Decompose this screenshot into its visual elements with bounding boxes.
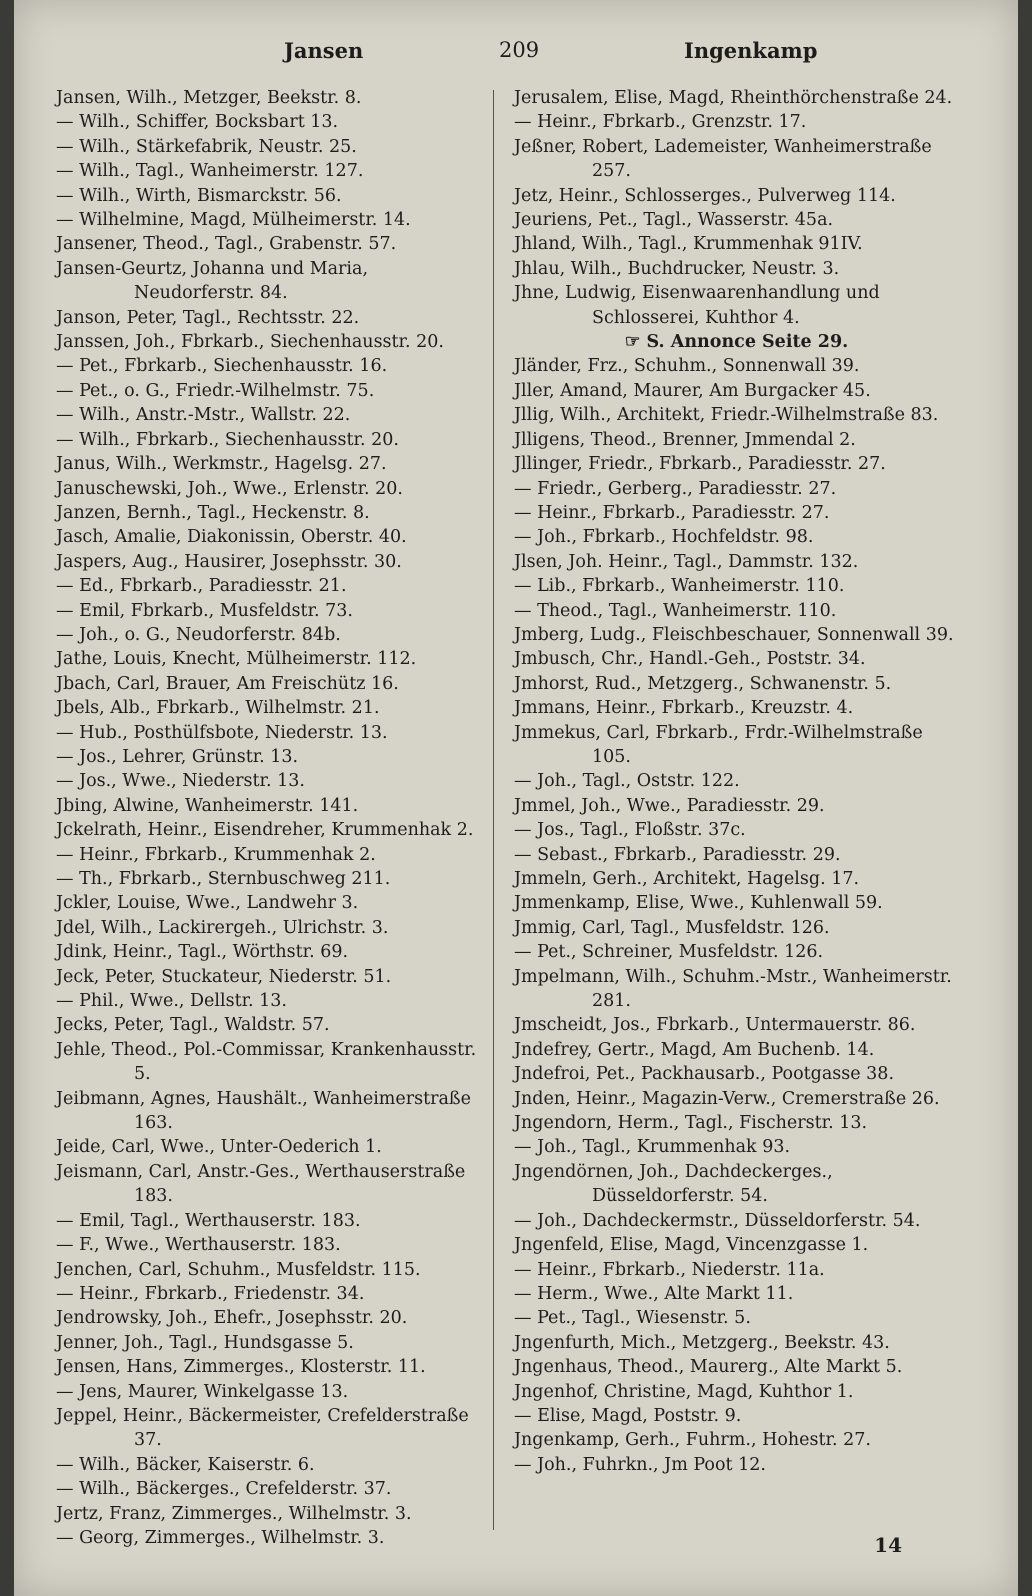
directory-entry: — Heinr., Fbrkarb., Friedenstr. 34. <box>56 1283 365 1304</box>
directory-entry: — Joh., o. G., Neudorferstr. 84b. <box>56 624 341 645</box>
directory-entry: — Jos., Wwe., Niederstr. 13. <box>56 771 305 792</box>
directory-entry: — Sebast., Fbrkarb., Paradiesstr. 29. <box>514 844 841 865</box>
directory-entry: Jngendörnen, Joh., Dachdeckerges., Düsseldorferstr. 54. <box>514 1161 833 1207</box>
directory-entry: — Jos., Lehrer, Grünstr. 13. <box>56 746 299 767</box>
directory-entry: Jhlau, Wilh., Buchdrucker, Neustr. 3. <box>514 258 840 279</box>
directory-entry: — Pet., Fbrkarb., Siechenhausstr. 16. <box>56 356 388 377</box>
directory-entry: Jertz, Franz, Zimmerges., Wilhelmstr. 3. <box>56 1503 412 1524</box>
directory-entry: — Wilh., Tagl., Wanheimerstr. 127. <box>56 161 364 182</box>
directory-entry: ☞ S. Annonce Seite 29. <box>624 332 849 353</box>
directory-entry: Jansener, Theod., Tagl., Grabenstr. 57. <box>56 234 397 255</box>
directory-entry: Jmbusch, Chr., Handl.-Geh., Poststr. 34. <box>514 649 866 670</box>
directory-entry: — Wilh., Fbrkarb., Siechenhausstr. 20. <box>56 429 399 450</box>
directory-entry: Jmhorst, Rud., Metzgerg., Schwanenstr. 5. <box>514 673 892 694</box>
directory-entry: — Phil., Wwe., Dellstr. 13. <box>56 991 287 1012</box>
header-left-keyword: Jansen <box>284 38 364 63</box>
directory-entry: Jeßner, Robert, Lademeister, Wanheimerstraße 257. <box>514 136 932 182</box>
directory-entry: — Heinr., Fbrkarb., Paradiesstr. 27. <box>514 502 830 523</box>
directory-entry: — Ed., Fbrkarb., Paradiesstr. 21. <box>56 576 347 597</box>
directory-entry: Jansen, Wilh., Metzger, Beekstr. 8. <box>56 88 362 108</box>
directory-entry: Jckelrath, Heinr., Eisendreher, Krummenhak 2. <box>56 820 474 841</box>
directory-entry: Jmpelmann, Wilh., Schuhm.-Mstr., Wanheimerstr. 281. <box>514 966 952 1012</box>
directory-page <box>14 0 1018 1596</box>
directory-entry: — Joh., Tagl., Oststr. 122. <box>514 771 740 792</box>
directory-entry: — Wilh., Bäckerges., Crefelderstr. 37. <box>56 1479 392 1500</box>
directory-entry: Jngenfurth, Mich., Metzgerg., Beekstr. 43. <box>514 1332 890 1353</box>
directory-entry: Jansen-Geurtz, Johanna und Maria, Neudorferstr. 84. <box>56 258 369 304</box>
directory-entry: Janssen, Joh., Fbrkarb., Siechenhausstr. 20. <box>56 332 444 353</box>
directory-entry: Jeibmann, Agnes, Haushält., Wanheimerstraße 163. <box>56 1088 471 1134</box>
directory-entry: — Joh., Fuhrkn., Jm Poot 12. <box>514 1454 766 1475</box>
directory-entry: Janus, Wilh., Werkmstr., Hagelsg. 27. <box>56 454 387 475</box>
directory-entry: — Joh., Dachdeckermstr., Düsseldorferstr. 54. <box>514 1210 921 1231</box>
directory-entry: Jndefroi, Pet., Packhausarb., Pootgasse 38. <box>514 1064 895 1085</box>
directory-entry: — Heinr., Fbrkarb., Grenzstr. 17. <box>514 112 807 133</box>
directory-entry: — Herm., Wwe., Alte Markt 11. <box>514 1283 794 1304</box>
directory-entry: Jngenhof, Christine, Magd, Kuhthor 1. <box>514 1381 854 1402</box>
directory-entry: Jbing, Alwine, Wanheimerstr. 141. <box>56 795 359 816</box>
directory-entry: Jndefrey, Gertr., Magd, Am Buchenb. 14. <box>514 1039 875 1060</box>
left-column <box>56 86 486 1550</box>
directory-entry: Jllinger, Friedr., Fbrkarb., Paradiesstr. 27. <box>514 454 886 475</box>
directory-entry: — Elise, Magd, Poststr. 9. <box>514 1405 742 1426</box>
directory-entry: Jckler, Louise, Wwe., Landwehr 3. <box>56 893 359 914</box>
page-header <box>54 38 978 72</box>
directory-entry: Jhne, Ludwig, Eisenwaarenhandlung und Schlosserei, Kuhthor 4. <box>514 283 880 328</box>
directory-entry: Jerusalem, Elise, Magd, Rheinthörchenstraße 24. <box>514 88 953 108</box>
directory-entry: Jeuriens, Pet., Tagl., Wasserstr. 45a. <box>514 210 834 231</box>
directory-entry: Jetz, Heinr., Schlosserges., Pulverweg 114. <box>514 185 896 206</box>
directory-entry: — Friedr., Gerberg., Paradiesstr. 27. <box>514 478 837 499</box>
directory-entry: Jmmekus, Carl, Fbrkarb., Frdr.-Wilhelmstraße 105. <box>514 722 923 767</box>
directory-entry: Jngenkamp, Gerh., Fuhrm., Hohestr. 27. <box>514 1430 871 1451</box>
directory-entry: — Theod., Tagl., Wanheimerstr. 110. <box>514 600 837 621</box>
directory-entry: — Wilhelmine, Magd, Mülheimerstr. 14. <box>56 210 411 231</box>
directory-entry: Jecks, Peter, Tagl., Waldstr. 57. <box>56 1015 330 1036</box>
directory-entry: — Joh., Tagl., Krummenhak 93. <box>514 1137 791 1158</box>
directory-entry: Jdel, Wilh., Lackirergeh., Ulrichstr. 3. <box>56 917 389 938</box>
directory-entry: Jeide, Carl, Wwe., Unter-Oederich 1. <box>56 1137 382 1158</box>
directory-entry: Jmmans, Heinr., Fbrkarb., Kreuzstr. 4. <box>514 698 854 719</box>
directory-entry: — Pet., Tagl., Wiesenstr. 5. <box>514 1308 751 1329</box>
directory-entry: Jlsen, Joh. Heinr., Tagl., Dammstr. 132. <box>514 551 859 572</box>
directory-entry: Jhland, Wilh., Tagl., Krummenhak 91IV. <box>514 234 863 255</box>
directory-entry: Jeck, Peter, Stuckateur, Niederstr. 51. <box>56 966 392 987</box>
directory-entry: Jeppel, Heinr., Bäckermeister, Crefelderstraße 37. <box>56 1405 469 1451</box>
directory-entry: Jathe, Louis, Knecht, Mülheimerstr. 112. <box>56 649 417 670</box>
directory-entry: — Lib., Fbrkarb., Wanheimerstr. 110. <box>514 576 845 597</box>
directory-entry: Jenchen, Carl, Schuhm., Musfeldstr. 115. <box>56 1259 421 1280</box>
directory-entry: Jbach, Carl, Brauer, Am Freischütz 16. <box>56 673 399 694</box>
directory-entry: Jeismann, Carl, Anstr.-Ges., Werthauserstraße 183. <box>56 1161 466 1207</box>
directory-entry: Jaspers, Aug., Hausirer, Josephsstr. 30. <box>56 551 402 572</box>
header-right-keyword: Ingenkamp <box>684 38 818 63</box>
directory-entry: — F., Wwe., Werthauserstr. 183. <box>56 1235 341 1256</box>
directory-entry: Jendrowsky, Joh., Ehefr., Josephsstr. 20. <box>56 1308 408 1329</box>
directory-entry: Jmmel, Joh., Wwe., Paradiesstr. 29. <box>514 795 825 816</box>
directory-entry: Janzen, Bernh., Tagl., Heckenstr. 8. <box>56 502 370 523</box>
directory-entry: — Joh., Fbrkarb., Hochfeldstr. 98. <box>514 527 814 548</box>
directory-entry: — Wilh., Wirth, Bismarckstr. 56. <box>56 185 342 206</box>
directory-entry: — Jos., Tagl., Floßstr. 37c. <box>514 820 746 841</box>
directory-entry: Jnden, Heinr., Magazin-Verw., Cremerstraße 26. <box>514 1088 940 1109</box>
directory-entry: Jngenfeld, Elise, Magd, Vincenzgasse 1. <box>514 1235 869 1256</box>
directory-entry: Jenner, Joh., Tagl., Hundsgasse 5. <box>56 1332 354 1353</box>
directory-entry: — Emil, Fbrkarb., Musfeldstr. 73. <box>56 600 353 621</box>
directory-entry: Jmmig, Carl, Tagl., Musfeldstr. 126. <box>514 917 830 938</box>
directory-entry: — Heinr., Fbrkarb., Krummenhak 2. <box>56 844 376 865</box>
directory-entry: Jensen, Hans, Zimmerges., Klosterstr. 11. <box>56 1357 426 1378</box>
directory-entry: Jländer, Frz., Schuhm., Sonnenwall 39. <box>514 356 860 377</box>
directory-entry: Jllig, Wilh., Architekt, Friedr.-Wilhelmstraße 83. <box>514 405 939 426</box>
column-divider <box>493 90 494 1530</box>
signature-mark: 14 <box>874 1533 902 1557</box>
directory-entry: Jngendorn, Herm., Tagl., Fischerstr. 13. <box>514 1113 868 1134</box>
directory-entry: — Wilh., Bäcker, Kaiserstr. 6. <box>56 1454 315 1475</box>
directory-entry: — Th., Fbrkarb., Sternbuschweg 211. <box>56 869 391 889</box>
directory-entry: Jmmeln, Gerh., Architekt, Hagelsg. 17. <box>514 869 860 889</box>
directory-entry: — Pet., Schreiner, Musfeldstr. 126. <box>514 942 824 963</box>
directory-entry: — Emil, Tagl., Werthauserstr. 183. <box>56 1210 361 1231</box>
directory-entry: Jehle, Theod., Pol.-Commissar, Krankenhausstr. 5. <box>56 1039 477 1085</box>
directory-entry: Jngenhaus, Theod., Maurerg., Alte Markt 5. <box>514 1357 903 1378</box>
directory-entry: Jmberg, Ludg., Fleischbeschauer, Sonnenwall 39. <box>514 624 954 645</box>
directory-entry: Jmmenkamp, Elise, Wwe., Kuhlenwall 59. <box>514 893 883 914</box>
right-column <box>514 86 959 1477</box>
directory-entry: Jlligens, Theod., Brenner, Jmmendal 2. <box>514 429 856 450</box>
directory-entry: — Georg, Zimmerges., Wilhelmstr. 3. <box>56 1527 385 1548</box>
directory-entry: — Wilh., Schiffer, Bocksbart 13. <box>56 112 339 133</box>
directory-entry: — Wilh., Anstr.-Mstr., Wallstr. 22. <box>56 405 351 426</box>
directory-entry: — Jens, Maurer, Winkelgasse 13. <box>56 1381 349 1402</box>
directory-entry: Jasch, Amalie, Diakonissin, Oberstr. 40. <box>56 527 407 548</box>
directory-entry: Janson, Peter, Tagl., Rechtsstr. 22. <box>56 307 360 328</box>
directory-entry: — Pet., o. G., Friedr.-Wilhelmstr. 75. <box>56 380 375 401</box>
directory-entry: — Heinr., Fbrkarb., Niederstr. 11a. <box>514 1259 825 1280</box>
directory-entry: Januschewski, Joh., Wwe., Erlenstr. 20. <box>56 478 403 499</box>
directory-entry: Jller, Amand, Maurer, Am Burgacker 45. <box>514 380 871 401</box>
directory-entry: Jbels, Alb., Fbrkarb., Wilhelmstr. 21. <box>56 698 380 719</box>
page-number: 209 <box>499 38 540 62</box>
directory-entry: — Wilh., Stärkefabrik, Neustr. 25. <box>56 136 357 157</box>
directory-entry: — Hub., Posthülfsbote, Niederstr. 13. <box>56 722 388 743</box>
directory-entry: Jmscheidt, Jos., Fbrkarb., Untermauerstr. 86. <box>514 1015 916 1036</box>
directory-entry: Jdink, Heinr., Tagl., Wörthstr. 69. <box>56 942 349 963</box>
